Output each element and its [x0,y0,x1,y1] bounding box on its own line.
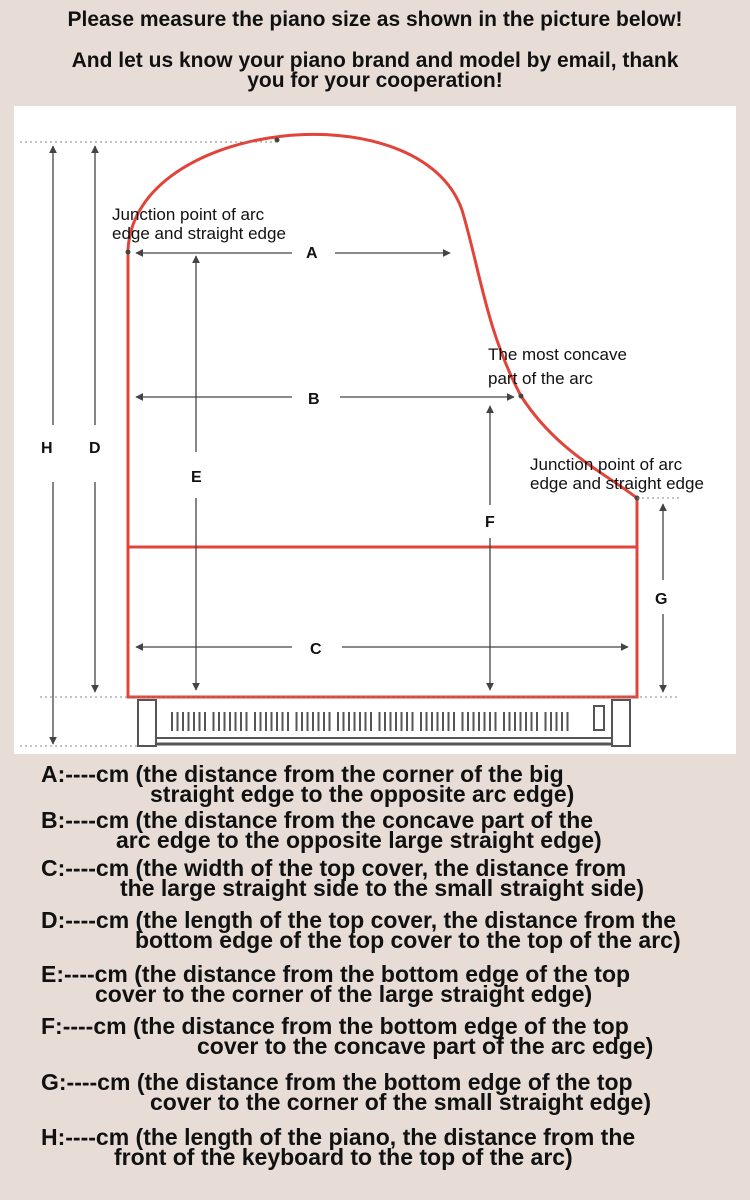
legend-b-line1: B:----cm (the distance from the concave part of the [41,807,594,833]
legend-a-line1: A:----cm (the distance from the corner of the big [41,761,564,787]
legend-a-line2: straight edge to the opposite arc edge) [150,781,575,807]
note-junction-top-line1: Junction point of arc [112,205,265,224]
header-line-1: Please measure the piano size as shown in the picture below! [67,8,683,31]
legend-e-line1: E:----cm (the distance from the bottom edge of the top [41,961,631,987]
legend-h-line2: front of the keyboard to the top of the arc) [114,1144,573,1170]
label-a: A [306,245,318,262]
label-f: F [485,514,495,531]
header-line-3: you for your cooperation! [247,69,503,92]
keyboard [138,700,630,746]
legend-d-line1: D:----cm (the length of the top cover, the distance from the [41,907,677,933]
legend-f-line2: cover to the concave part of the arc edge) [197,1033,654,1059]
note-concave-line2: part of the arc [488,369,593,388]
legend-d-line2: bottom edge of the top cover to the top of the arc) [135,927,681,953]
legend-b-line2: arc edge to the opposite large straight edge) [116,827,602,853]
legend-c-line1: C:----cm (the width of the top cover, the distance from [41,855,627,881]
label-h: H [41,440,53,457]
legend-f-line1: F:----cm (the distance from the bottom edge of the top [41,1013,629,1039]
label-d: D [89,440,101,457]
legend-e-line2: cover to the corner of the large straight edge) [95,981,593,1007]
note-junction-right-line2: edge and straight edge [530,474,704,493]
note-concave-line1: The most concave [488,345,627,364]
legend-h-line1: H:----cm (the length of the piano, the distance from the [41,1124,636,1150]
label-c: C [310,641,322,658]
note-junction-top-line2: edge and straight edge [112,224,286,243]
legend-c-line2: the large straight side to the small straight side) [120,875,645,901]
label-b: B [308,391,320,408]
label-e: E [191,469,202,486]
label-g: G [655,591,668,608]
legend-g-line1: G:----cm (the distance from the bottom edge of the top [41,1069,633,1095]
concave-point [519,394,524,399]
header-line-2: And let us know your piano brand and model by email, thank [71,49,679,72]
legend-g-line2: cover to the corner of the small straight edge) [150,1089,651,1115]
junction-point-left [126,250,131,255]
note-junction-right-line1: Junction point of arc [530,455,683,474]
